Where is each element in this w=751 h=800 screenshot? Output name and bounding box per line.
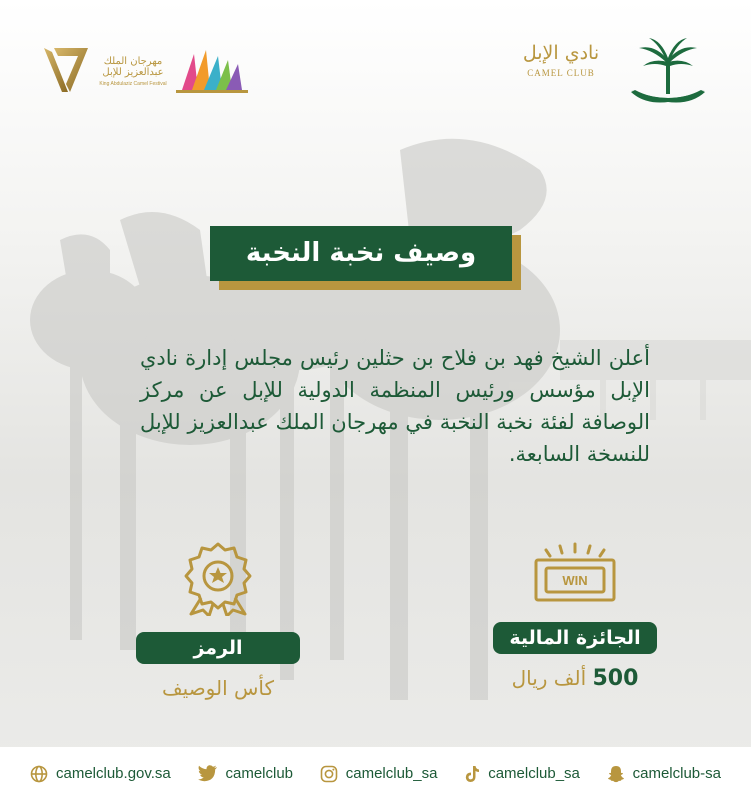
snapchat-link[interactable] [607, 765, 721, 783]
header [0, 0, 751, 130]
festival-name-arabic: مهرجان الملك عبدالعزيز للإبل [102, 56, 164, 78]
instagram-icon [320, 765, 338, 783]
festival-camel-riders-art [172, 46, 250, 96]
symbol-section [133, 542, 303, 700]
prize-amount: 500 [592, 666, 639, 691]
instagram-link[interactable] [320, 765, 438, 783]
win-ticket-icon [532, 542, 618, 606]
announcement-text: أعلن الشيخ فهد بن فلاح بن حثلين رئيس مجلس إدارة نادي الإبل مؤسس ورئيس المنظمة الدولية للإبل عن مركز الوصافة لفئة نخبة النخبة في مهرجان الملك عبدالعزيز للإبل للنسخة السابعة. [140, 346, 650, 466]
symbol-label: الرمز [136, 632, 300, 664]
snapchat-icon [607, 765, 625, 783]
festival-seven-mark [40, 42, 92, 98]
palm-swords-emblem-icon [625, 36, 711, 116]
twitter-handle: camelclub [225, 765, 294, 782]
footer [0, 747, 751, 800]
instagram-handle: camelclub_sa [345, 765, 438, 782]
twitter-icon [198, 765, 218, 782]
tiktok-link[interactable] [464, 765, 580, 783]
page-title: وصيف نخبة النخبة [210, 226, 512, 281]
website-link[interactable] [30, 765, 171, 783]
club-name-english: CAMEL CLUB [527, 68, 595, 78]
globe-icon [30, 765, 48, 783]
tiktok-handle: camelclub_sa [488, 765, 580, 782]
award-rosette-icon [183, 542, 253, 616]
camel-club-logo [521, 36, 711, 116]
prize-unit: ألف ريال [511, 666, 587, 690]
star-icon [209, 567, 227, 583]
festival-name-english: King Abdulaziz Camel Festival [99, 81, 167, 87]
win-label: WIN [562, 573, 588, 588]
prize-section [490, 542, 660, 691]
website-text: camelclub.gov.sa [56, 765, 171, 782]
prize-label: الجائزة المالية [493, 622, 657, 654]
twitter-link[interactable] [198, 765, 294, 782]
club-name-arabic: نادي الإبل [522, 42, 600, 64]
festival-logo [40, 42, 250, 102]
tiktok-icon [464, 765, 480, 783]
prize-value [490, 666, 660, 691]
title-banner [210, 226, 521, 290]
snapchat-handle: camelclub-sa [632, 765, 721, 782]
symbol-value: كأس الوصيف [161, 676, 275, 700]
